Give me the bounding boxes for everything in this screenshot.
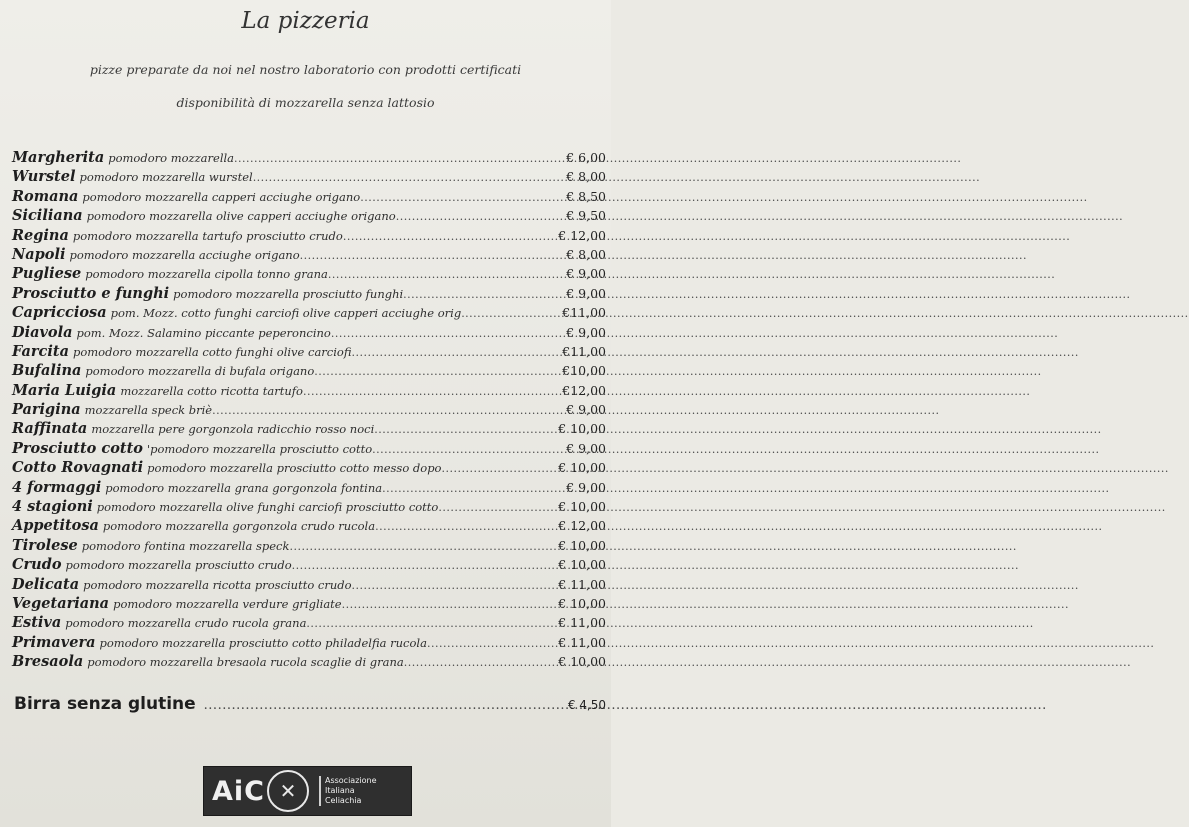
leader-dots — [343, 227, 556, 246]
leader-dots — [328, 265, 564, 284]
menu-item — [12, 187, 606, 206]
pizza-name: Regina — [12, 226, 69, 244]
pizza-price: € 8,00 — [566, 169, 606, 185]
pizza-name: Wurstel — [12, 168, 76, 186]
leader-dots — [461, 304, 560, 323]
pizza-ingredients: mozzarella speck briè — [84, 403, 213, 418]
leader-dots — [292, 556, 557, 575]
pizza-price: € 11,00 — [558, 615, 606, 631]
menu-item — [12, 284, 606, 303]
aic-logo-text: AiC — [212, 775, 265, 807]
pizza-ingredients: 'pomodoro mozzarella prosciutto cotto — [146, 441, 373, 456]
pizza-ingredients: pomodoro mozzarella grana gorgonzola fontina — [105, 480, 383, 495]
leader-dots — [289, 537, 556, 556]
leader-dots — [403, 285, 564, 304]
pizza-name: Farcita — [12, 342, 69, 360]
pizza-price: € 9,00 — [566, 402, 606, 418]
menu-item — [12, 439, 606, 458]
pizza-price: € 10,00 — [558, 654, 606, 670]
pizza-ingredients: pomodoro mozzarella bresaola rucola scaglie di grana — [87, 655, 404, 670]
menu-item — [12, 303, 606, 322]
pizza-ingredients: pomodoro mozzarella prosciutto funghi — [173, 286, 404, 301]
subtitle-lactose-free: disponibilità di mozzarella senza lattosio — [176, 95, 435, 110]
menu-item — [12, 206, 606, 225]
menu-item — [12, 381, 606, 400]
pizza-name: Parigina — [12, 401, 81, 419]
pizza-ingredients: pomodoro mozzarella cotto funghi olive carciofi — [72, 344, 352, 359]
menu-item — [12, 458, 606, 477]
pizza-price: € 11,00 — [558, 576, 606, 592]
pizza-price: € 12,00 — [558, 227, 606, 243]
leader-dots — [427, 634, 556, 653]
beer-name: Birra senza glutine — [14, 694, 196, 714]
page-title: La pizzeria — [241, 8, 370, 34]
pizza-price: € 10,00 — [558, 557, 606, 573]
menu-item — [12, 264, 606, 283]
leader-dots — [303, 382, 560, 401]
pizza-name: 4 formaggi — [12, 478, 102, 496]
menu-item — [12, 575, 606, 594]
menu-item — [12, 400, 606, 419]
menu-item — [12, 148, 606, 167]
leader-dots — [234, 149, 564, 168]
leader-dots — [331, 324, 564, 343]
pizza-name: Appetitosa — [12, 517, 99, 535]
pizza-name: Prosciutto e funghi — [12, 284, 170, 302]
pizza-price: € 10,00 — [558, 421, 606, 437]
pizza-name: Diavola — [12, 323, 73, 341]
menu-item — [12, 652, 606, 671]
pizza-ingredients: pom. Mozz. cotto funghi carciofi olive capperi acciughe orig — [110, 306, 462, 321]
pizza-price: €11,00 — [562, 305, 606, 321]
pizza-name: Romana — [12, 187, 79, 205]
pizza-ingredients: pomodoro mozzarella prosciutto crudo — [65, 558, 292, 573]
pizza-price: € 9,00 — [566, 324, 606, 340]
leader-dots — [212, 401, 564, 420]
leader-dots — [300, 246, 565, 265]
aic-association-name: Associazione Italiana Celiachia — [319, 776, 377, 806]
leader-dots — [306, 614, 556, 633]
menu-item — [12, 613, 606, 632]
menu-item — [12, 323, 606, 342]
pizza-price: € 10,00 — [558, 460, 606, 476]
menu-item — [12, 478, 606, 497]
pizza-name: Vegetariana — [12, 594, 110, 612]
pizza-ingredients: pomodoro mozzarella verdure grigliate — [113, 596, 342, 611]
pizza-name: Bresaola — [12, 653, 84, 671]
pizza-name: Bufalina — [12, 362, 82, 380]
menu-item — [12, 419, 606, 438]
pizza-ingredients: pomodoro mozzarella di bufala origano — [85, 364, 315, 379]
pizza-price: € 10,00 — [558, 595, 606, 611]
leader-dots — [375, 517, 556, 536]
pizza-ingredients: pomodoro mozzarella prosciutto cotto philadelfia rucola — [99, 635, 427, 650]
beer-price: € 4,50 — [567, 698, 606, 712]
pizza-price: € 8,00 — [566, 246, 606, 262]
menu-item — [12, 633, 606, 652]
pizza-ingredients: pomodoro mozzarella olive funghi carciofi prosciutto cotto — [96, 500, 439, 515]
pizza-ingredients: pomodoro mozzarella acciughe origano — [69, 247, 300, 262]
pizza-ingredients: pomodoro mozzarella crudo rucola grana — [65, 616, 307, 631]
menu-item — [12, 342, 606, 361]
pizza-name: Estiva — [12, 614, 62, 632]
pizza-name: Cotto Rovagnati — [12, 459, 144, 477]
pizza-price: €11,00 — [562, 343, 606, 359]
subtitle-certified: pizze preparate da noi nel nostro laboratorio con prodotti certificati — [89, 62, 522, 77]
pizza-price: € 9,00 — [566, 266, 606, 282]
pizza-price: €10,00 — [562, 363, 606, 379]
pizza-ingredients: pomodoro mozzarella wurstel — [79, 170, 253, 185]
pizza-name: Margherita — [12, 149, 105, 166]
leader-dots — [253, 168, 565, 187]
pizza-ingredients: pom. Mozz. Salamino piccante peperoncino — [76, 325, 331, 340]
pizza-ingredients: pomodoro mozzarella tartufo prosciutto crudo — [72, 228, 343, 243]
leader-dots — [314, 362, 560, 381]
aic-logo — [203, 766, 412, 816]
pizza-price: € 10,00 — [558, 499, 606, 515]
pizza-price: € 9,50 — [566, 208, 606, 224]
leader-dots — [204, 698, 566, 713]
leader-dots — [372, 440, 564, 459]
pizza-ingredients: pomodoro mozzarella prosciutto cotto messo dopo — [147, 461, 442, 476]
pizza-ingredients: pomodoro fontina mozzarella speck — [81, 538, 290, 553]
pizza-price: € 12,00 — [558, 518, 606, 534]
menu-item — [12, 536, 606, 555]
pizza-name: Pugliese — [12, 265, 82, 283]
pizza-price: € 9,00 — [566, 440, 606, 456]
leader-dots — [342, 595, 557, 614]
beer-row — [14, 694, 606, 714]
pizza-ingredients: mozzarella cotto ricotta tartufo — [120, 383, 303, 398]
pizza-name: Napoli — [12, 245, 66, 263]
leader-dots — [441, 459, 556, 478]
pizza-name: 4 stagioni — [12, 498, 93, 516]
pizza-ingredients: pomodoro mozzarella gorgonzola crudo rucola — [102, 519, 376, 534]
menu-item — [12, 594, 606, 613]
pizza-ingredients: pomodoro mozzarella cipolla tonno grana — [85, 267, 328, 282]
pizza-name: Primavera — [12, 633, 96, 651]
pizza-ingredients: pomodoro mozzarella capperi acciughe origano — [82, 189, 361, 204]
pizza-name: Tirolese — [12, 536, 78, 554]
pizza-ingredients: pomodoro mozzarella — [108, 151, 235, 165]
leader-dots — [360, 188, 564, 207]
pizza-ingredients: pomodoro mozzarella olive capperi acciughe origano — [86, 209, 396, 224]
leader-dots — [352, 576, 557, 595]
pizza-ingredients: pomodoro mozzarella ricotta prosciutto crudo — [83, 577, 352, 592]
pizza-ingredients: mozzarella pere gorgonzola radicchio rosso noci — [91, 422, 375, 437]
pizza-name: Crudo — [12, 556, 62, 574]
leader-dots — [382, 479, 564, 498]
pizza-name: Delicata — [12, 575, 80, 593]
leader-dots — [352, 343, 561, 362]
pizza-price: €12,00 — [562, 382, 606, 398]
pizza-name: Prosciutto cotto — [12, 439, 143, 457]
leader-dots — [374, 420, 556, 439]
pizza-name: Siciliana — [12, 207, 83, 225]
crossed-grain-icon: ✕ — [267, 770, 309, 812]
pizza-price: € 10,00 — [558, 537, 606, 553]
pizza-name: Raffinata — [12, 420, 88, 438]
menu-item — [12, 245, 606, 264]
menu-item — [12, 167, 606, 186]
leader-dots — [438, 498, 556, 517]
pizza-price: € 6,00 — [566, 150, 606, 165]
menu-item — [12, 497, 606, 516]
menu-item — [12, 361, 606, 380]
menu-item — [12, 555, 606, 574]
pizza-name: Capricciosa — [12, 304, 107, 322]
leader-dots — [404, 653, 557, 672]
pizza-price: € 9,00 — [566, 479, 606, 495]
pizza-price: € 8,50 — [566, 188, 606, 204]
pizza-name: Maria Luigia — [12, 381, 117, 399]
pizza-price: € 11,00 — [558, 634, 606, 650]
pizza-menu-list — [12, 148, 606, 672]
leader-dots — [396, 207, 565, 226]
pizza-price: € 9,00 — [566, 285, 606, 301]
menu-item — [12, 516, 606, 535]
menu-item — [12, 226, 606, 245]
